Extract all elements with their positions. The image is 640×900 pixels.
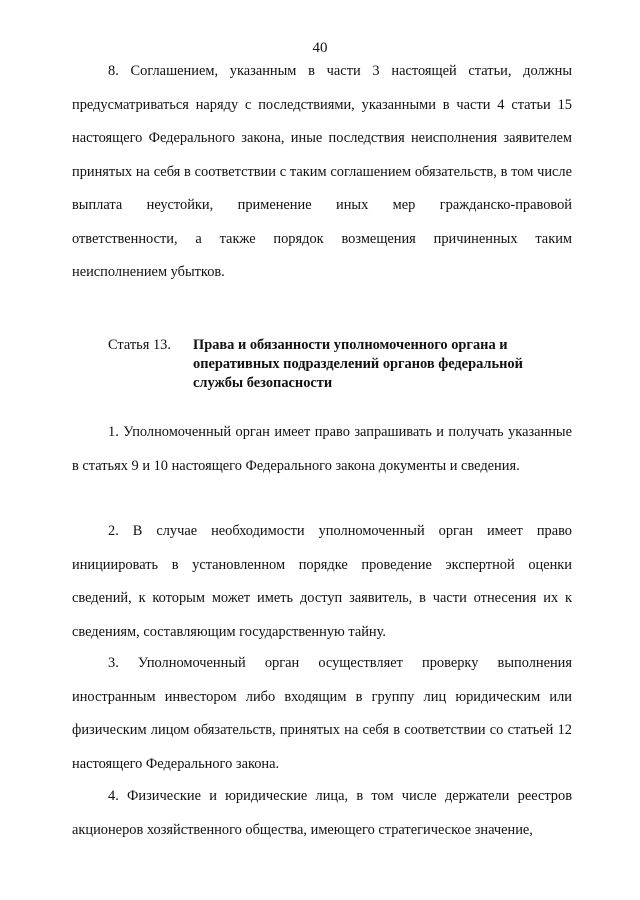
article-number: Статья 13. bbox=[108, 337, 171, 353]
paragraph-4: 4. Физические и юридические лица, в том числе держатели реестров акционеров хозяйственного общества, имеющего стратегическое значение, bbox=[72, 788, 572, 838]
paragraph-3: 3. Уполномоченный орган осуществляет проверку выполнения иностранным инвестором либо входящим в группу лиц юридическим или физическим лицом обязательств, принятых на себя в соответствии со статьей 12 настоящего Федерального закона. bbox=[72, 655, 572, 772]
page-number: 40 bbox=[312, 40, 328, 56]
paragraph-1: 1. Уполномоченный орган имеет право запрашивать и получать указанные в статьях 9 и 10 настоящего Федерального закона документы и сведения. bbox=[72, 424, 572, 474]
paragraph-2: 2. В случае необходимости уполномоченный орган имеет право инициировать в установленном порядке проведение экспертной оценки сведений, к которым может иметь доступ заявитель, в части отнесения их к сведениям, составляющим государственную тайну. bbox=[72, 523, 572, 640]
article-title: Права и обязанности уполномоченного органа и оперативных подразделений органов федеральной службы безопасности bbox=[193, 337, 523, 391]
paragraph-8: 8. Соглашением, указанным в части 3 настоящей статьи, должны предусматриваться наряду с последствиями, указанными в части 4 статьи 15 настоящего Федерального закона, иные последствия неисполнения заявителем принятых на себя в соответствии с таким соглашением обязательств, в том числе выплата неустойки, применение иных мер гражданско-правовой ответственности, а также порядок возмещения причиненных таким неисполнением убытков. bbox=[72, 63, 572, 280]
